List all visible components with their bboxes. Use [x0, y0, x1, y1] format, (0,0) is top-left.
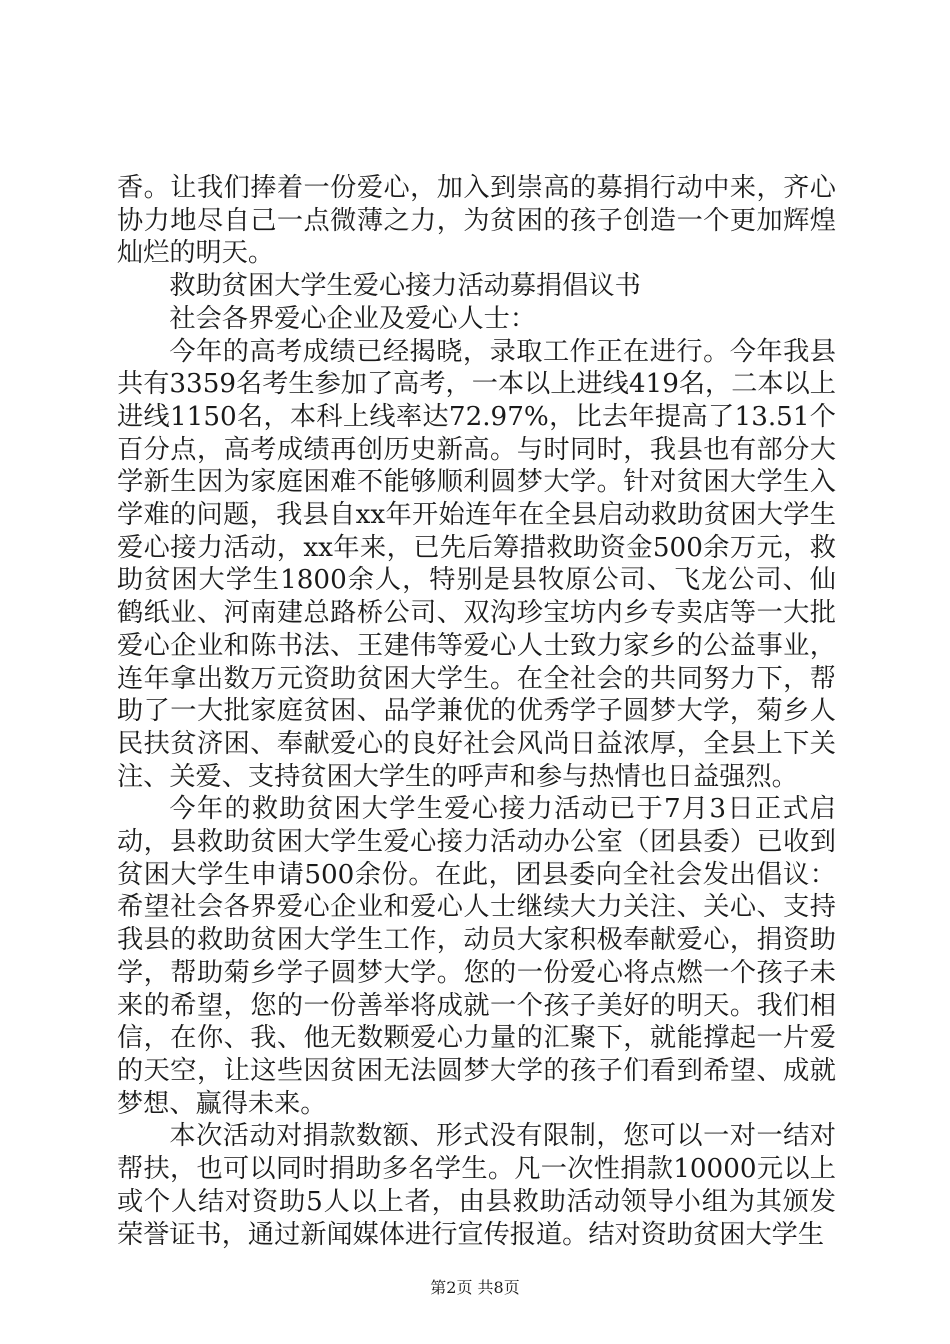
paragraph-continuation: 香。让我们捧着一份爱心，加入到崇高的募捐行动中来，齐心协力地尽自己一点微薄之力，为贫困的孩子创造一个更加辉煌灿烂的明天。 [117, 173, 836, 269]
paragraph-background: 今年的高考成绩已经揭晓，录取工作正在进行。今年我县共有3359名考生参加了高考，一本以上进线419名，二本以上进线1150名，本科上线率达72.97%，比去年提高了13.51个百分点，高考成绩再创历史新高。与时同时，我县也有部分大学新生因为家庭困难不能够顺利圆梦大学。针对贫困大学生入学难的问题，我县自xx年开始连年在全县启动救助贫困大学生爱心接力活动，xx年来，已先后筹措救助资金500余万元，救助贫困大学生1800余人，特别是县牧原公司、飞龙公司、仙鹤纸业、河南建总路桥公司、双沟珍宝坊内乡专卖店等一大批爱心企业和陈书法、王建伟等爱心人士致力家乡的公益事业，连年拿出数万元资助贫困大学生。在全社会的共同努力下，帮助了一大批家庭贫困、品学兼优的优秀学子圆梦大学，菊乡人民扶贫济困、奉献爱心的良好社会风尚日益浓厚，全县上下关注、关爱、支持贫困大学生的呼声和参与热情也日益强烈。 [117, 336, 836, 792]
paragraph-initiative: 今年的救助贫困大学生爱心接力活动已于7月3日正式启动，县救助贫困大学生爱心接力活动办公室（团县委）已收到贫困大学生申请500余份。在此，团县委向全社会发出倡议：希望社会各界爱心企业和爱心人士继续大力关注、关心、支持我县的救助贫困大学生工作，动员大家积极奉献爱心，捐资助学，帮助菊乡学子圆梦大学。您的一份爱心将点燃一个孩子未来的希望，您的一份善举将成就一个孩子美好的明天。我们相信，在你、我、他无数颗爱心力量的汇聚下，就能撑起一片爱的天空，让这些因贫困无法圆梦大学的孩子们看到希望、成就梦想、赢得未来。 [117, 794, 836, 1119]
paragraph-donation-rules: 本次活动对捐款数额、形式没有限制，您可以一对一结对帮扶，也可以同时捐助多名学生。凡一次性捐款10000元以上或个人结对资助5人以上者，由县救助活动领导小组为其颁发荣誉证书，通过新闻媒体进行宣传报道。结对资助贫困大学生 [117, 1121, 836, 1250]
salutation: 社会各界爱心企业及爱心人士： [169, 303, 537, 334]
page-number: 第2页 共8页 [430, 1278, 520, 1297]
document-title: 救助贫困大学生爱心接力活动募捐倡议书 [169, 271, 641, 302]
document-body [117, 172, 836, 1251]
